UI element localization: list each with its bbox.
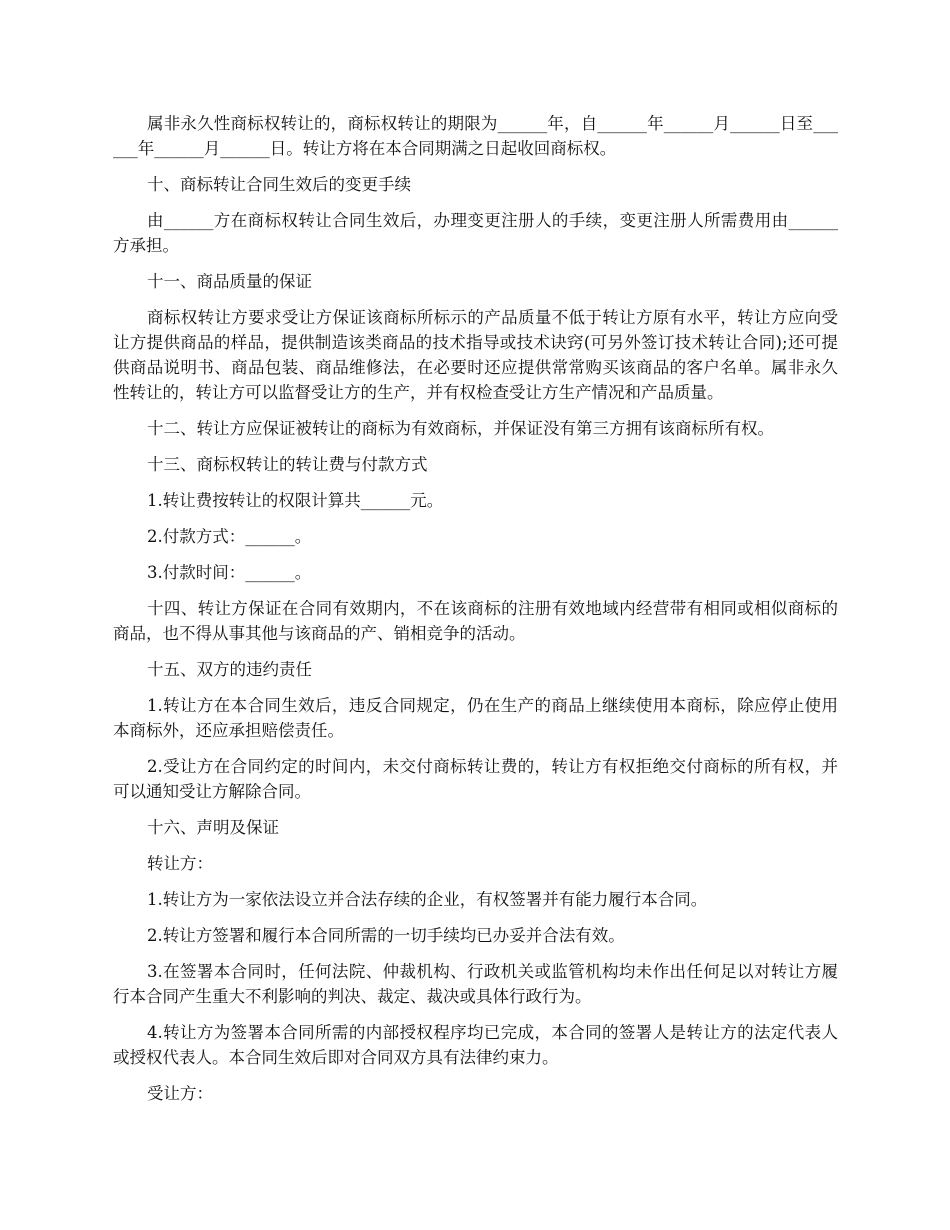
paragraph-transferor-statement-1: 1.转让方为一家依法设立并合法存续的企业，有权签署并有能力履行本合同。 [147, 890, 708, 909]
heading-section-12: 十二、转让方应保证被转让的商标为有效商标，并保证没有第三方拥有该商标所有权。 [147, 419, 774, 438]
heading-section-11: 十一、商品质量的保证 [147, 272, 312, 291]
label-transferee: 受让方： [147, 1084, 213, 1103]
paragraph-transferor-statement-2: 2.转让方签署和履行本合同所需的一切手续均已办妥并合法有效。 [147, 926, 625, 945]
heading-section-13: 十三、商标权转让的转让费与付款方式 [147, 455, 428, 474]
heading-section-14: 十四、转让方保证在合同有效期内，不在该商标的注册有效地域内经营带有相同或相似商标的商品，也不得从事其他与该商品的产、销相竞争的活动。 [113, 599, 838, 643]
paragraph-transferor-breach: 1.转让方在本合同生效后，违反合同规定，仍在生产的商品上继续使用本商标，除应停止使用本商标外，还应承担赔偿责任。 [113, 696, 838, 740]
paragraph-transfer-fee: 1.转让费按转让的权限计算共______元。 [147, 491, 444, 510]
paragraph-transferor-statement-3: 3.在签署本合同时，任何法院、仲裁机构、行政机关或监管机构均未作出任何足以对转让方履行本合同产生重大不利影响的判决、裁定、裁决或具体行政行为。 [113, 962, 838, 1006]
paragraph-term-duration: 属非永久性商标权转让的，商标权转让的期限为______年，自______年______月______日至______年______月______日。转让方将在本合同期满之日起收回商标权。 [113, 114, 838, 158]
paragraph-transferee-breach: 2.受让方在合同约定的时间内，未交付商标转让费的，转让方有权拒绝交付商标的所有权，并可以通知受让方解除合同。 [113, 757, 838, 801]
heading-section-10: 十、商标转让合同生效后的变更手续 [147, 175, 411, 194]
paragraph-payment-time: 3.付款时间：______。 [147, 563, 312, 582]
paragraph-quality-guarantee: 商标权转让方要求受让方保证该商标所标示的产品质量不低于转让方原有水平，转让方应向受让方提供商品的样品，提供制造该类商品的技术指导或技术诀窍(可另外签订技术转让合同);还可提供商品说明书、商品包装、商品维修法，在必要时还应提供常常购买该商品的客户名单。属非永久性转让的，转让方可以监督受让方的生产，并有权检查受让方生产情况和产品质量。 [113, 308, 838, 402]
paragraph-payment-method: 2.付款方式：______。 [147, 527, 312, 546]
heading-section-16: 十六、声明及保证 [147, 818, 279, 837]
paragraph-change-procedure: 由______方在商标权转让合同生效后，办理变更注册人的手续，变更注册人所需费用由______方承担。 [113, 211, 838, 255]
label-transferor: 转让方： [147, 854, 213, 873]
document-body [113, 111, 838, 1117]
paragraph-transferor-statement-4: 4.转让方为签署本合同所需的内部授权程序均已完成，本合同的签署人是转让方的法定代表人或授权代表人。本合同生效后即对合同双方具有法律约束力。 [113, 1023, 838, 1067]
heading-section-15: 十五、双方的违约责任 [147, 660, 312, 679]
